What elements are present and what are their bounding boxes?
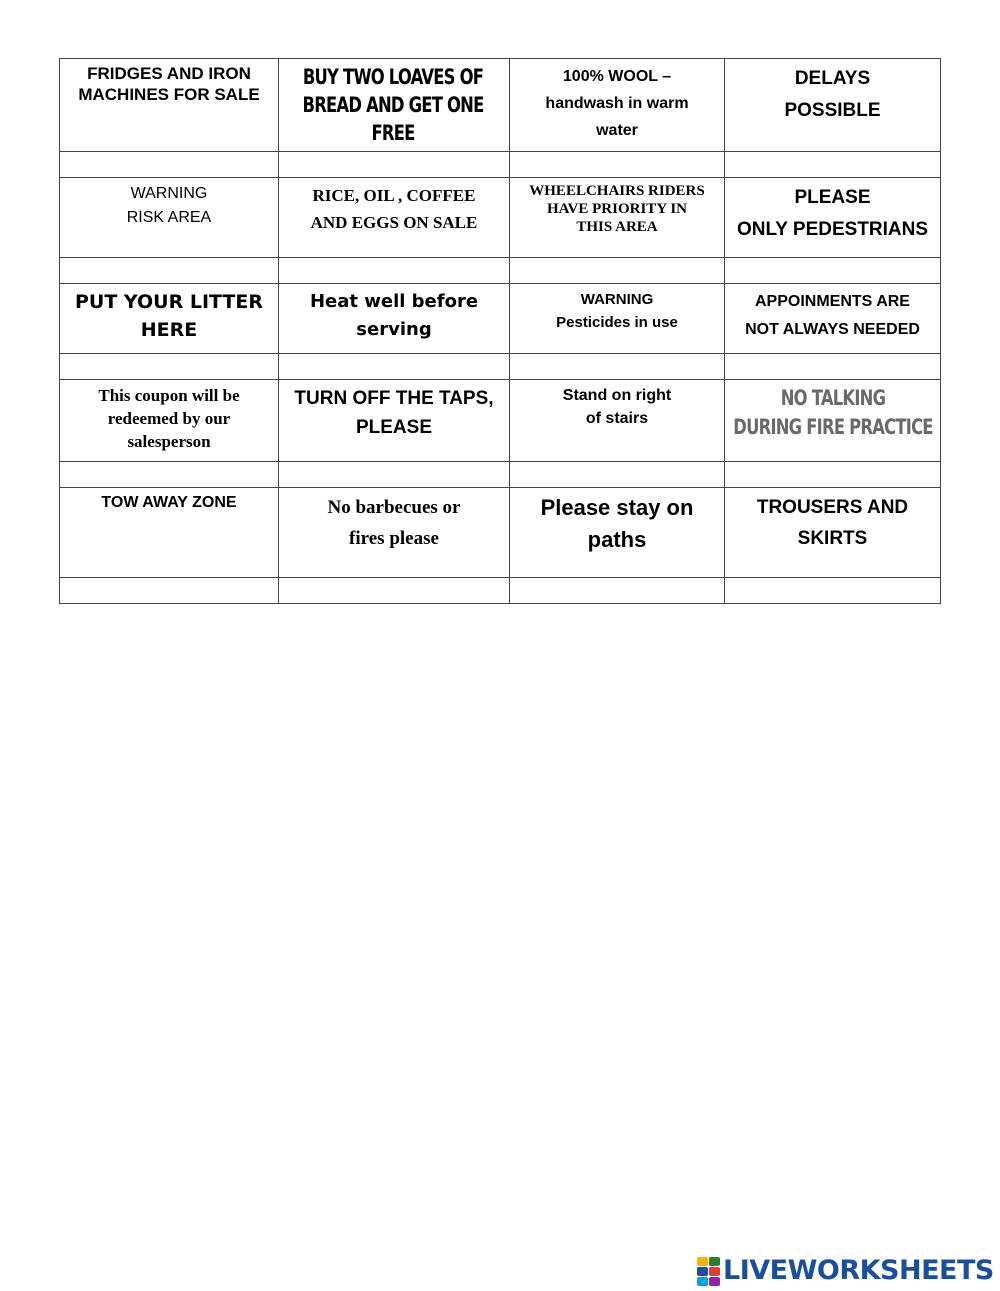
- blank-answer-cell[interactable]: [725, 152, 941, 178]
- liveworksheets-logo[interactable]: [697, 1255, 994, 1286]
- sign-cell: [510, 380, 725, 462]
- table-row: [60, 59, 941, 152]
- sign-cell: [725, 59, 941, 152]
- logo-block: [697, 1277, 708, 1286]
- blank-answer-cell[interactable]: [60, 462, 279, 488]
- sign-cell: [279, 284, 510, 354]
- sign-text: DELAYS POSSIBLE: [784, 68, 881, 121]
- sign-text: RICE, OIL , COFFEE AND EGGS ON SALE: [310, 186, 478, 232]
- blank-answer-cell[interactable]: [279, 258, 510, 284]
- sign-cell: [725, 380, 941, 462]
- sign-cell: [725, 178, 941, 258]
- blank-answer-cell[interactable]: [60, 258, 279, 284]
- blank-answer-cell[interactable]: [725, 578, 941, 604]
- table-row: [60, 284, 941, 354]
- blank-answer-cell[interactable]: [60, 354, 279, 380]
- blank-answer-cell[interactable]: [279, 578, 510, 604]
- sign-cell: [60, 284, 279, 354]
- signs-table: [59, 58, 941, 604]
- sign-cell: [60, 380, 279, 462]
- blank-answer-cell[interactable]: [279, 354, 510, 380]
- sign-text: Heat well before serving: [309, 291, 479, 340]
- sign-cell: [60, 59, 279, 152]
- sign-text: BUY TWO LOAVES OF BREAD AND GET ONE FREE: [302, 65, 484, 145]
- logo-block: [709, 1277, 720, 1286]
- blank-answer-cell[interactable]: [510, 354, 725, 380]
- blank-answer-cell[interactable]: [510, 462, 725, 488]
- blank-answer-cell[interactable]: [725, 354, 941, 380]
- sign-text: TURN OFF THE TAPS, PLEASE: [294, 388, 494, 438]
- sign-text: Stand on right of stairs: [562, 387, 672, 427]
- sign-text: APPOINMENTS ARE NOT ALWAYS NEEDED: [745, 293, 920, 338]
- sign-text: TOW AWAY ZONE: [101, 494, 237, 511]
- sign-text: 100% WOOL – handwash in warm water: [545, 68, 689, 139]
- logo-text: LIVEWORKSHEETS: [723, 1255, 994, 1286]
- table-row: [60, 380, 941, 462]
- sign-cell: [279, 59, 510, 152]
- table-row: [60, 488, 941, 578]
- sign-cell: [510, 284, 725, 354]
- sign-cell: [279, 380, 510, 462]
- sign-cell: [279, 178, 510, 258]
- logo-block: [709, 1257, 720, 1266]
- blank-answer-cell[interactable]: [279, 462, 510, 488]
- sign-cell: [279, 488, 510, 578]
- sign-text: FRIDGES AND IRON MACHINES FOR SALE: [78, 64, 260, 104]
- sign-cell: [60, 488, 279, 578]
- blank-answer-cell[interactable]: [279, 152, 510, 178]
- table-row: [60, 178, 941, 258]
- blank-answer-cell[interactable]: [510, 578, 725, 604]
- logo-block: [697, 1267, 708, 1276]
- sign-text: NO TALKING DURING FIRE PRACTICE: [733, 386, 933, 439]
- sign-text: This coupon will be redeemed by our salesperson: [98, 386, 240, 451]
- logo-block: [709, 1267, 720, 1276]
- sign-cell: [510, 59, 725, 152]
- sign-text: WHEELCHAIRS RIDERS HAVE PRIORITY IN THIS AREA: [529, 183, 705, 235]
- blank-answer-cell[interactable]: [60, 152, 279, 178]
- sign-text: No barbecues or fires please: [327, 497, 461, 549]
- sign-cell: [725, 488, 941, 578]
- blank-answer-cell[interactable]: [725, 258, 941, 284]
- sign-text: PLEASE ONLY PEDESTRIANS: [736, 187, 929, 240]
- sign-text: TROUSERS AND SKIRTS: [756, 497, 909, 549]
- sign-cell: [510, 178, 725, 258]
- sign-cell: [725, 284, 941, 354]
- blank-answer-cell[interactable]: [725, 462, 941, 488]
- logo-block: [697, 1257, 708, 1266]
- sign-cell: [60, 178, 279, 258]
- sign-text: PUT YOUR LITTER HERE: [75, 291, 263, 341]
- sign-text: WARNING Pesticides in use: [556, 291, 678, 331]
- liveworksheets-logo-icon: [697, 1257, 719, 1285]
- sign-text: WARNING RISK AREA: [126, 185, 212, 226]
- blank-answer-cell[interactable]: [510, 258, 725, 284]
- sign-text: Please stay on paths: [540, 495, 694, 552]
- sign-cell: [510, 488, 725, 578]
- blank-answer-cell[interactable]: [60, 578, 279, 604]
- blank-answer-cell[interactable]: [510, 152, 725, 178]
